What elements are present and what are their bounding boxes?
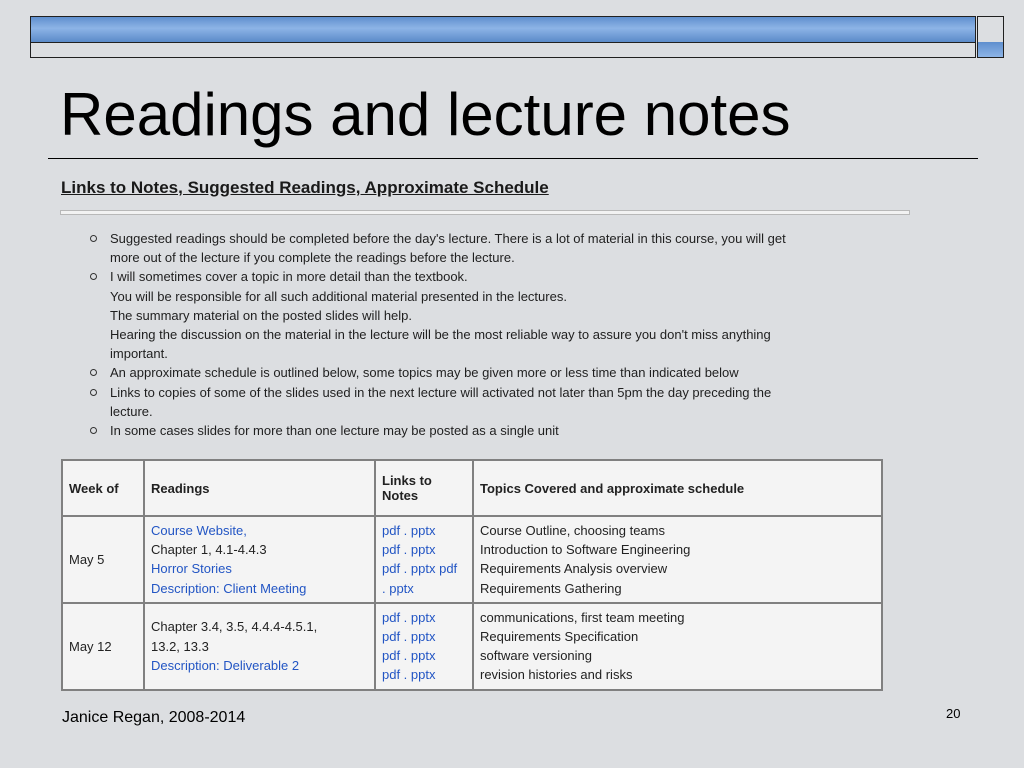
footer-author: Janice Regan, 2008-2014 bbox=[62, 709, 246, 726]
table-row bbox=[63, 604, 881, 689]
cell-links bbox=[376, 517, 472, 602]
header-bar-band bbox=[31, 17, 975, 43]
header-links-line1: Links to bbox=[382, 473, 432, 488]
cell-links bbox=[376, 604, 472, 689]
notes-link[interactable]: pdf . pptx bbox=[382, 523, 436, 538]
reading-link[interactable]: Course Website, bbox=[151, 523, 247, 538]
bullet-line: I will sometimes cover a topic in more detail than the textbook. bbox=[110, 269, 468, 285]
bullet-item bbox=[88, 421, 903, 440]
header-week: Week of bbox=[63, 461, 143, 515]
notes-link[interactable]: pdf . pptx bbox=[382, 667, 436, 683]
cell-topics bbox=[474, 604, 881, 689]
slide-title: Readings and lecture notes bbox=[60, 81, 791, 148]
table-body bbox=[63, 517, 881, 689]
table-row bbox=[63, 517, 881, 602]
reading-text: Chapter 3.4, 3.5, 4.4.4-4.5.1, bbox=[151, 619, 318, 635]
bullet-line: Links to copies of some of the slides used in the next lecture will activated not later than 5pm the day preceding the bbox=[110, 384, 772, 400]
header-links bbox=[376, 461, 472, 515]
bullet-line: An approximate schedule is outlined below, some topics may be given more or less time than indicated below bbox=[110, 365, 739, 381]
bullet-line: more out of the lecture if you complete the readings before the lecture. bbox=[110, 250, 515, 266]
cell-readings bbox=[145, 517, 374, 602]
bullet-line: Hearing the discussion on the material in the lecture will be the most reliable way to assure you don't miss anything bbox=[110, 327, 771, 343]
cell-topics bbox=[474, 517, 881, 602]
bullet-item bbox=[88, 229, 903, 267]
cell-readings bbox=[145, 604, 374, 689]
page-number: 20 bbox=[946, 706, 961, 721]
cell-week: May 5 bbox=[63, 517, 143, 602]
header-bar-end bbox=[977, 16, 1004, 58]
header-bar-end-stub bbox=[978, 42, 1003, 57]
bullet-line: important. bbox=[110, 346, 168, 362]
title-divider bbox=[48, 158, 978, 159]
header-readings: Readings bbox=[145, 461, 374, 515]
topic-text: Course Outline, choosing teams bbox=[480, 523, 665, 538]
reading-link[interactable]: Horror Stories bbox=[151, 561, 232, 577]
reading-text: Chapter 1, 4.1-4.4.3 bbox=[151, 542, 267, 558]
topic-text: revision histories and risks bbox=[480, 667, 633, 683]
header-bar bbox=[30, 16, 976, 58]
topic-text: software versioning bbox=[480, 648, 592, 664]
bullet-line: Suggested readings should be completed before the day's lecture. There is a lot of material in this course, you will get bbox=[110, 231, 786, 246]
section-heading[interactable]: Links to Notes, Suggested Readings, Approximate Schedule bbox=[61, 178, 549, 197]
bullet-item bbox=[88, 267, 903, 363]
reading-link[interactable]: Description: Client Meeting bbox=[151, 580, 307, 596]
bullet-list bbox=[88, 229, 903, 440]
table-header-row bbox=[63, 461, 881, 515]
bullet-line: lecture. bbox=[110, 403, 153, 419]
notes-link[interactable]: pdf . pptx pdf bbox=[382, 561, 458, 577]
topic-text: Requirements Specification bbox=[480, 629, 639, 645]
bullet-item bbox=[88, 363, 903, 382]
topic-text: Introduction to Software Engineering bbox=[480, 542, 691, 558]
reading-text: 13.2, 13.3 bbox=[151, 638, 209, 654]
schedule-table-viewport bbox=[61, 459, 887, 709]
topic-text: communications, first team meeting bbox=[480, 609, 685, 625]
bullet-line: In some cases slides for more than one lecture may be posted as a single unit bbox=[110, 423, 559, 439]
notes-link[interactable]: pdf . pptx bbox=[382, 609, 436, 625]
schedule-table bbox=[61, 459, 883, 691]
notes-link[interactable]: . pptx bbox=[382, 580, 414, 596]
bullet-line: The summary material on the posted slides will help. bbox=[110, 307, 413, 323]
notes-link[interactable]: pdf . pptx bbox=[382, 542, 436, 558]
bullet-line: You will be responsible for all such additional material presented in the lectures. bbox=[110, 288, 567, 304]
notes-link[interactable]: pdf . pptx bbox=[382, 648, 436, 664]
topic-text: Requirements Gathering bbox=[480, 580, 622, 596]
header-bar-end-band bbox=[978, 17, 1003, 43]
header-links-line2: Notes bbox=[382, 488, 419, 503]
bullet-item bbox=[88, 383, 903, 421]
notes-link[interactable]: pdf . pptx bbox=[382, 629, 436, 645]
topic-text: Requirements Analysis overview bbox=[480, 561, 668, 577]
reading-link[interactable]: Description: Deliverable 2 bbox=[151, 657, 300, 673]
cell-week: May 12 bbox=[63, 604, 143, 689]
header-topics: Topics Covered and approximate schedule bbox=[474, 461, 881, 515]
section-divider bbox=[60, 210, 910, 215]
